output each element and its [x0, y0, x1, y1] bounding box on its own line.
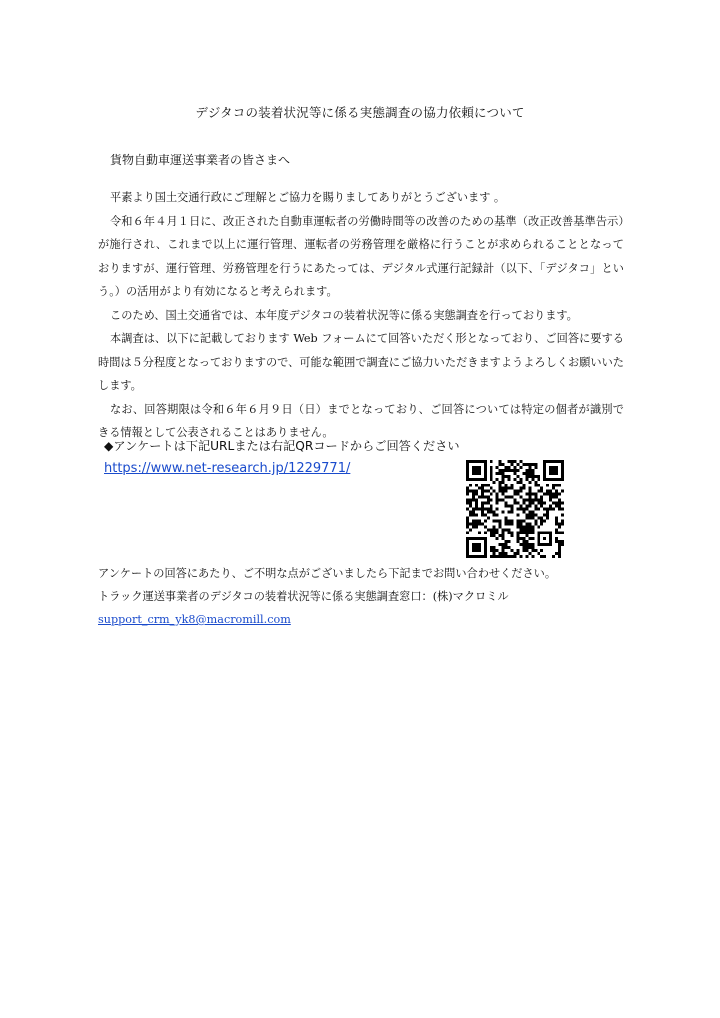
paragraph-deadline: なお、回答期限は令和６年６月９日（日）までとなっており、ご回答については特定の個者が識別できる情報として公表されることはありません。 — [98, 402, 624, 439]
body-paragraphs — [98, 186, 624, 445]
contact-email-link[interactable]: support_crm_yk8@macromill.com — [98, 613, 291, 626]
qr-code-icon[interactable] — [466, 460, 564, 558]
survey-url-link[interactable]: https://www.net-research.jp/1229771/ — [104, 461, 351, 476]
survey-heading: ◆アンケートは下記URLまたは右記QRコードからご回答ください — [104, 439, 460, 453]
contact-instruction: アンケートの回答にあたり、ご不明な点がございましたら下記までお問い合わせください。 — [98, 567, 557, 580]
document-title: デジタコの装着状況等に係る実態調査の協力依頼について — [195, 105, 525, 120]
addressee-line: 貨物自動車運送事業者の皆さまへ — [110, 153, 291, 167]
paragraph-background: 令和６年４月１日に、改正された自動車運転者の労働時間等の改善のための基準（改正改善基準告示）が施行され、これまで以上に運行管理、運転者の労務管理を厳格に行うことが求められることとなっておりますが、運行管理、労務管理を行うにあたっては、デジタル式運行記録計（以下、「デジタコ」という。）の活用がより有効になると考えられます。 — [98, 214, 624, 298]
paragraph-method: 本調査は、以下に記載しております Web フォームにて回答いただく形となっており、ご回答に要する時間は５分程度となっておりますので、可能な範囲で調査にご協力いただきますようよろしくお願いいたします。 — [98, 332, 624, 392]
paragraph-purpose: このため、国土交通省では、本年度デジタコの装着状況等に係る実態調査を行っております。 — [110, 308, 578, 322]
contact-desk-name: トラック運送事業者のデジタコの装着状況等に係る実態調査窓口：(株)マクロミル — [98, 590, 509, 603]
paragraph-greeting: 平素より国土交通行政にご理解とご協力を賜りましてありがとうございます 。 — [110, 191, 506, 204]
contact-section — [98, 562, 556, 631]
